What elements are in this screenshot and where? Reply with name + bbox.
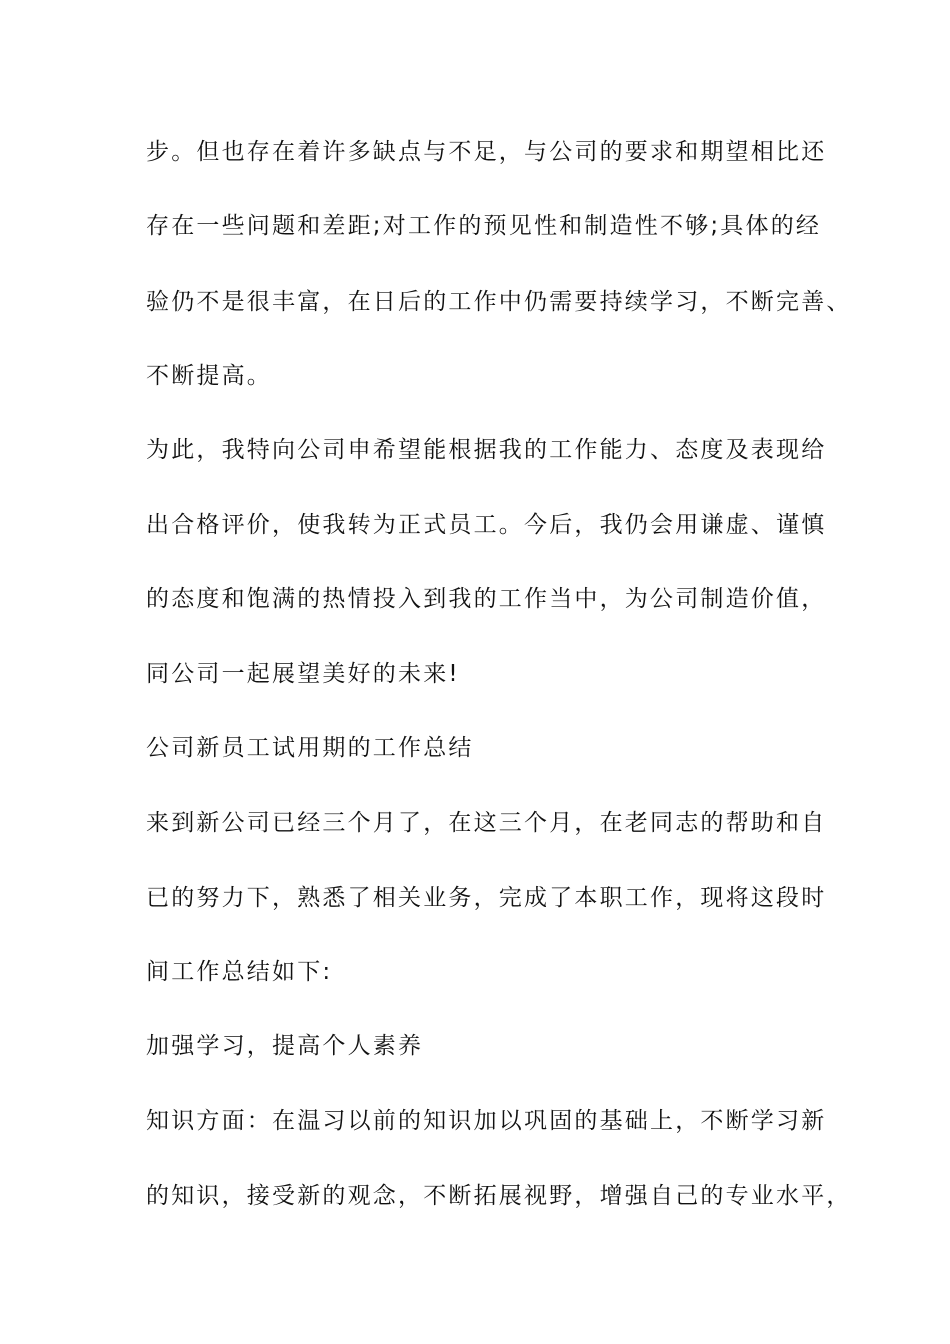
text-line: 为此，我特向公司申希望能根据我的工作能力、态度及表现给 <box>146 437 827 463</box>
subsection-heading: 加强学习，提高个人素养 <box>146 1033 424 1059</box>
text-line: 不断提高。 <box>146 363 272 389</box>
text-line: 验仍不是很丰富，在日后的工作中仍需要持续学习，不断完善、 <box>146 289 852 315</box>
text-line: 存在一些问题和差距;对工作的预见性和制造性不够;具体的经 <box>146 213 822 239</box>
text-line: 已的努力下，熟悉了相关业务，完成了本职工作，现将这段时 <box>146 885 827 911</box>
text-line: 间工作总结如下: <box>146 959 333 985</box>
text-line: 的知识，接受新的观念，不断拓展视野，增强自己的专业水平， <box>146 1183 852 1209</box>
text-line: 出合格评价，使我转为正式员工。今后，我仍会用谦虚、谨慎 <box>146 512 827 538</box>
text-line: 的态度和饱满的热情投入到我的工作当中，为公司制造价值， <box>146 586 827 612</box>
text-line: 同公司一起展望美好的未来! <box>146 661 460 687</box>
text-line: 步。但也存在着许多缺点与不足，与公司的要求和期望相比还 <box>146 139 827 165</box>
text-line: 来到新公司已经三个月了，在这三个月，在老同志的帮助和自 <box>146 810 827 836</box>
section-heading: 公司新员工试用期的工作总结 <box>146 735 474 761</box>
text-line: 知识方面：在温习以前的知识加以巩固的基础上，不断学习新 <box>146 1108 827 1134</box>
